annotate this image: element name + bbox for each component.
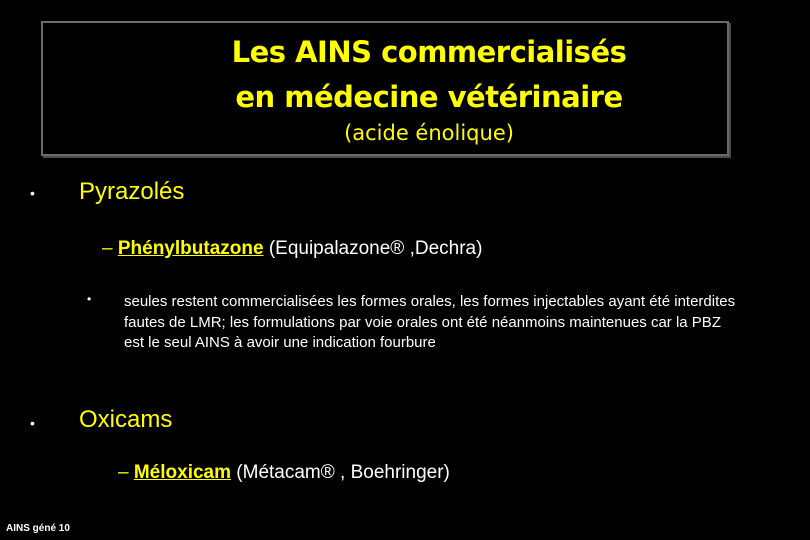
bullet-oxicams: • [30,415,35,431]
drug-name-phenylbutazone: Phénylbutazone [117,238,264,259]
slide-title-line-2: en médecine vétérinaire [235,80,623,114]
slide-title-line-1: Les AINS commercialisés [231,35,627,69]
note-bullet: • [87,292,92,306]
drug-detail-phenylbutazone: (Equipalazone® ,Dechra) [263,238,483,259]
item-phenylbutazone [102,238,482,260]
bullet-pyrazoles: • [30,185,35,201]
heading-pyrazoles: Pyrazolés [79,178,185,205]
pbz-note: seules restent commercialisées les formes orales, les formes injectables ayant été interdites fautes de LMR; les formulations par voie orales ont été néanmoins maintenues car la PBZ est le seul AINS à avoir une indication fourbure [124,293,736,351]
slide-subtitle: (acide énolique) [344,121,514,145]
slide-footer: AINS géné 10 [6,523,70,534]
item-dash: – [102,238,113,259]
heading-oxicams: Oxicams [79,406,173,433]
drug-detail-meloxicam: (Métacam® , Boehringer) [231,462,450,483]
title-box [41,21,729,156]
item-dash: – [118,462,129,483]
item-meloxicam [118,462,450,484]
drug-name-meloxicam: Méloxicam [133,462,232,483]
